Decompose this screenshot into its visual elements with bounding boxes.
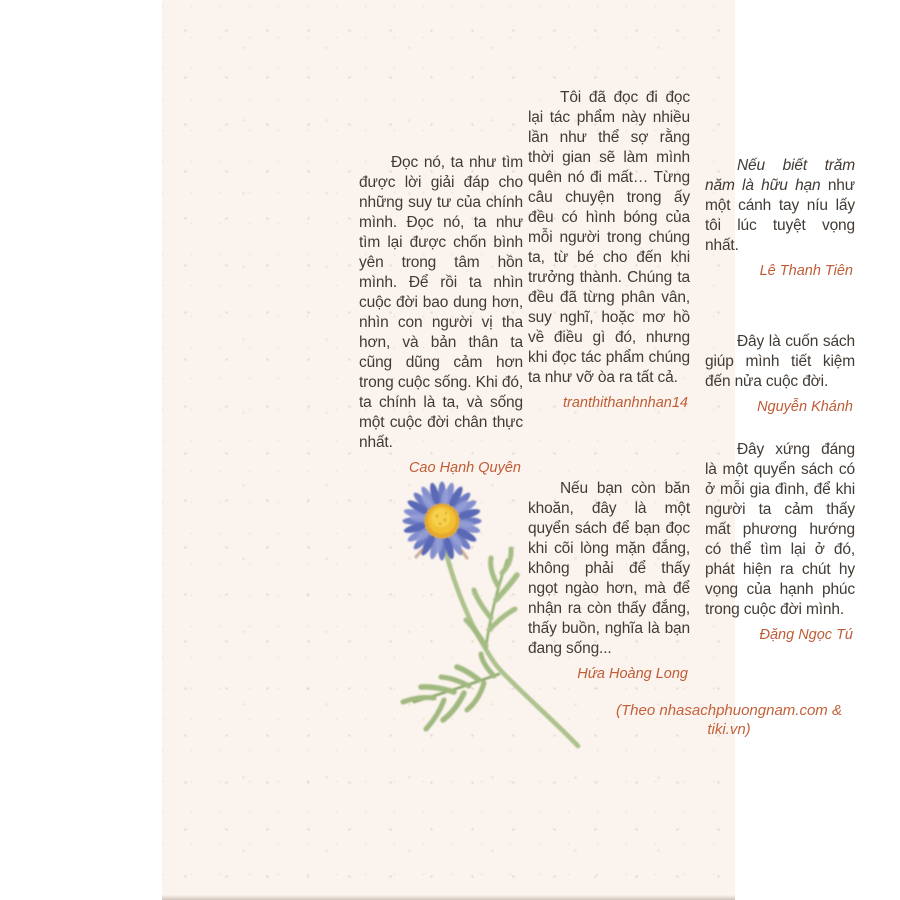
quote-author: tranthithanhnhan14 (563, 395, 688, 411)
book-title-reference: Nếu biết trăm năm là hữu hạn (705, 157, 855, 194)
daisy-center (425, 504, 460, 539)
testimonial-quote-5 (705, 332, 855, 416)
quote-author: Hứa Hoàng Long (577, 666, 688, 682)
testimonial-quote-1 (359, 153, 523, 477)
testimonial-quote-4 (705, 156, 855, 280)
quote-text: Đây là cuốn sách giúp mình tiết kiệm đến nửa cuộc đời. (705, 333, 855, 390)
daisy-upper-leaves (466, 549, 517, 648)
quote-text: Tôi đã đọc đi đọc lại tác phẩm này nhiều lần như thể sợ rằng thời gian sẽ làm mình quên nó đi mất… Từng câu chuyện trong ấy đều có hình bóng của mỗi người trong chúng ta, từ bé cho đến khi trưởng thành. Chúng ta đều đã từng phân vân, suy nghĩ, hoặc mơ hồ về điều gì đó, nhưng khi đọc tác phẩm chúng ta như vỡ òa ra tất cả. (528, 89, 690, 386)
daisy-stem (443, 540, 578, 746)
daisy-lower-leaves (403, 654, 499, 729)
quote-author: Đặng Ngọc Tú (759, 627, 853, 643)
testimonial-quote-2 (528, 88, 690, 412)
quote-text: Nếu bạn còn băn khoăn, đây là một quyển sách để bạn đọc khi cõi lòng mặn đắng, không phải để thấy ngọt ngào hơn, mà để nhận ra còn thấy đắng, thấy buồn, nghĩa là bạn đang sống... (528, 480, 690, 657)
quote-text: Đọc nó, ta như tìm được lời giải đáp cho những suy tư của chính mình. Đọc nó, ta như tìm lại được chốn bình yên trong tâm hồn mình. Để rồi ta nhìn cuộc đời bao dung hơn, nhìn con người vị tha hơn, và bản thân ta cũng dũng cảm hơn trong cuộc sống. Khi đó, ta chính là ta, và sống một cuộc đời chân thực nhất. (359, 154, 523, 451)
source-note: (Theo nhasachphuongnam.com & tiki.vn) (616, 702, 842, 738)
quote-author: Lê Thanh Tiên (759, 263, 853, 279)
watercolor-daisy-illustration (374, 478, 584, 768)
quote-text: Đây xứng đáng là một quyển sách có ở mỗi gia đình, để khi người ta cảm thấy mất phương hướng có thể tìm lại ở đó, phát hiện ra chút hy vọng của hạnh phúc trong cuộc đời mình. (705, 441, 855, 618)
quote-text (705, 156, 855, 256)
testimonial-quote-6 (705, 440, 855, 644)
quote-author: Cao Hạnh Quyên (408, 460, 521, 476)
quote-text-rest: như một cánh tay níu lấy tôi lúc tuyệt vọng nhất. (705, 177, 855, 254)
quote-author: Nguyễn Khánh (757, 399, 853, 415)
paper-page (162, 0, 855, 900)
